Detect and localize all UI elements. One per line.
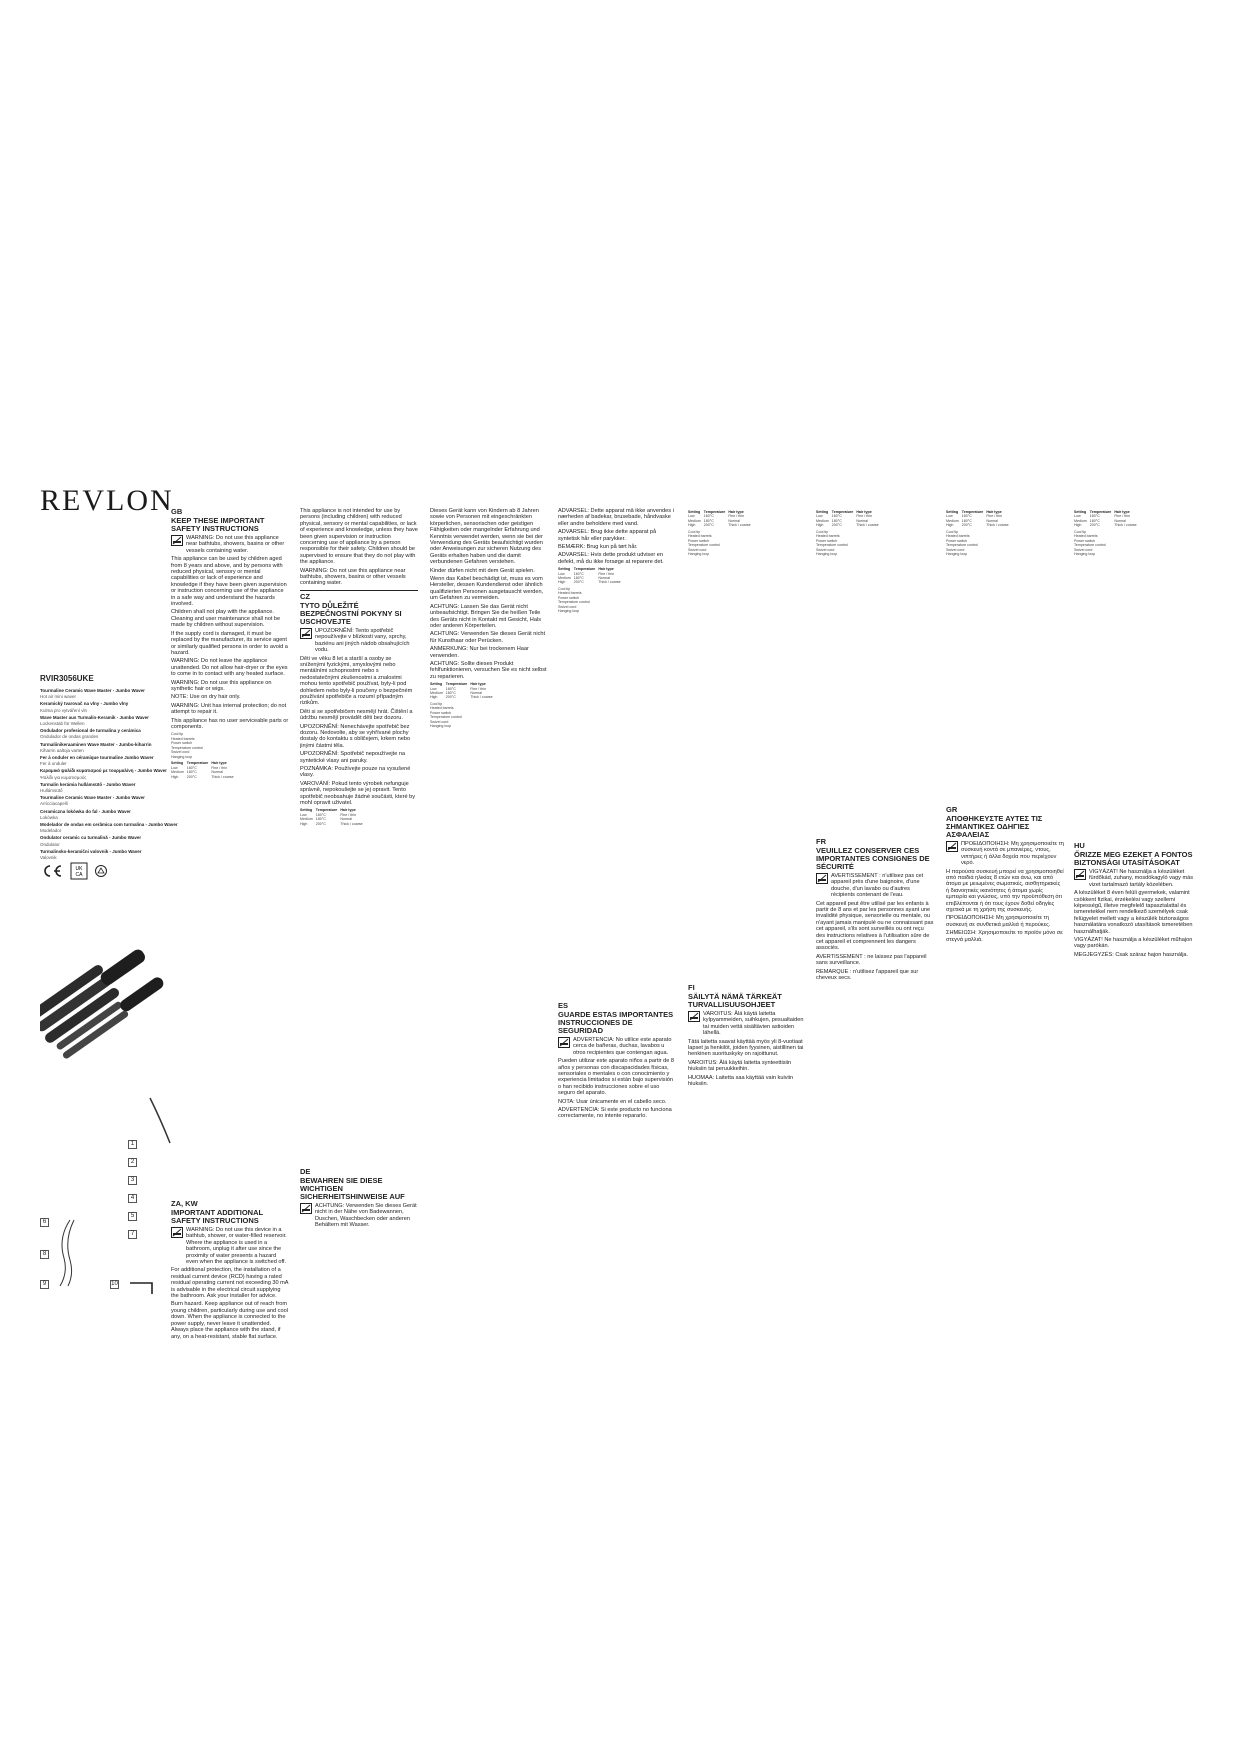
language-code: ZA, KW xyxy=(171,1200,198,1208)
product-subtitle: Hullámsütő xyxy=(40,788,63,794)
temperature-table: Setting Temperature Hair type Low 160°C Fine / thin Medium 180°C Normal High 200°C Thick / coarse xyxy=(946,510,1009,528)
warning-text: UPOZORNĚNÍ: Nenechávejte spotřebič bez dozoru. Nedovolte, aby se vyhřívané plochy dostaly do kontaktu s obličejem, krkem nebo jinými částmi těla. xyxy=(300,723,411,749)
waver-illustration xyxy=(40,948,175,1148)
figure-number: 3 xyxy=(128,1176,137,1185)
product-name: Tourmaline Ceramic Wave Master - Jumbo Waver xyxy=(40,795,145,801)
paragraph: Tätä laitetta saavat käyttää myös yli 8-vuotiaat lapset ja henkilöt, joiden fyysinen, aistillinen tai henkinen suorituskyky on rajoittunut. xyxy=(688,1038,804,1058)
warning-text: WARNING: Do not leave the appliance unattended. Do not allow hair-dryer or the eyes to come in to contact with any heated surface. xyxy=(171,658,288,678)
warning-bath-icon xyxy=(1074,869,1086,880)
warning-text: VIGYÁZAT! Ne használja a készüléket műhajon vagy parókán. xyxy=(1074,937,1193,950)
paragraph: Dieses Gerät kann von Kindern ab 8 Jahren sowie von Personen mit eingeschränkten körperlichen, sensorischen oder geistigen Fähigkeiten oder mangelnder Erfahrung und Kenntnis verwendet werden, wenn sie bei der Verwendung des Geräts beaufsichtigt wurden oder Anweisungen zur sicheren Nutzung des Geräts erhalten haben und die damit verbundenen Gefahren verstehen. xyxy=(430,508,543,566)
product-subtitle: Ondulador de ondas grandes xyxy=(40,734,99,740)
section-title: TYTO DŮLEŽITÉ BEZPEČNOSTNÍ POKYNY SI USCHOVEJTE xyxy=(300,600,402,626)
paragraph: This appliance has no user serviceable parts or components. xyxy=(171,717,289,730)
product-name: Ondulador profesional de turmalina y cerámica xyxy=(40,728,141,734)
language-code: GR xyxy=(946,806,958,814)
parts-list: Cool tip Heated barrels Power switch Temperature control Swivel cord Hanging loop xyxy=(946,529,978,557)
product-name: Κεραμικό ψαλίδι κυματισμού με τουρμαλίνη - Jumbo Waver xyxy=(40,768,167,774)
paragraph: Cet appareil peut être utilisé par les enfants à partir de 8 ans et par les personnes ayant une invalidité physique, sensorielle ou mentale, ou n'ayant jamais manipulé ou ne connaissant pas cet appareil, s'ils sont surveillés ou ont reçu des instructions relatives à l'utilisation sûre de cet appareil et comprennent les dangers associés. xyxy=(816,900,934,952)
note-text: NOTA: Usar únicamente en el cabello seco. xyxy=(558,1098,667,1105)
product-subtitle: Fer à onduler xyxy=(40,761,67,767)
language-code: HU xyxy=(1074,842,1085,850)
section-title: IMPORTANT ADDITIONAL SAFETY INSTRUCTIONS xyxy=(171,1208,263,1225)
note-text: HUOMAA: Laitetta saa käyttää vain kuiviin hiuksiin. xyxy=(688,1074,794,1088)
note-text: ΣΗΜΕΙΩΣΗ: Χρησιμοποιείτε το προϊόν μόνο σε στεγνά μαλλιά. xyxy=(946,930,1063,943)
warning-bath-icon xyxy=(171,1227,183,1238)
column-8 xyxy=(946,508,1064,808)
parts-list: Cool tip Heated barrels Power switch Temperature control Swivel cord Hanging loop xyxy=(688,529,720,557)
certification-badges xyxy=(40,862,108,880)
column-8-gr xyxy=(946,806,1064,1226)
language-code: CZ xyxy=(300,591,310,601)
section-title: ŐRIZZE MEG EZEKET A FONTOS BIZTONSÁGI UTASÍTÁSOKAT xyxy=(1074,850,1193,867)
product-subtitle: Lockenstab für Wellen xyxy=(40,721,85,727)
column-6 xyxy=(688,508,806,978)
product-name: Turmalin kerámia hullámsütő - Jumbo Waver xyxy=(40,781,136,787)
temperature-table: Setting Temperature Hair type Low 160°C Fine / thin Medium 180°C Normal High 200°C Thick / coarse xyxy=(430,682,493,700)
allen-key-illustration xyxy=(128,1280,158,1296)
ukca-mark-icon xyxy=(70,862,88,880)
column-7-fr xyxy=(816,838,934,1338)
paragraph: Burn hazard. Keep appliance out of reach from young children, particularly during use and cool down. When the appliance is connected to the power supply, never leave it unattended. Always place the appliance with the stand, if any, on a heat-resistant, stable flat surface. xyxy=(171,1301,288,1340)
column-6-fi xyxy=(688,984,806,1324)
column-7 xyxy=(816,508,934,838)
section-title: GUARDE ESTAS IMPORTANTES INSTRUCCIONES DE SEGURIDAD xyxy=(558,1010,674,1035)
paragraph: For additional protection, the installation of a residual current device (RCD) having a rated residual operating current not exceeding 30 mA is advisable in the electrical circuit supplying the bathroom. Ask your installer for advice. xyxy=(171,1267,289,1300)
product-name: Tourmaline Ceramic Wave Master - Jumbo Waver xyxy=(40,688,145,693)
product-name: Modelador de ondas em cerâmica com turmalina - Jumbo Waver xyxy=(40,822,178,828)
svg-text:CA: CA xyxy=(75,872,83,878)
model-number: RVIR3056UKE xyxy=(40,674,94,683)
warning-bath-icon xyxy=(816,873,828,884)
note-text: MEGJEGYZÉS: Csak száraz hajon használja. xyxy=(1074,951,1189,958)
warning-text: ADVARSEL: Dette apparat må ikke anvendes i nærheden af badekar, brusebade, håndvaske eller andre beholdere med vand. xyxy=(558,508,674,527)
paragraph: This appliance is not intended for use by persons (including children) with reduced physical, sensory or mental capabilities, or lack of experience and knowledge, unless they have been given supervision or instruction concerning use of appliance by a person responsible for their safety. Children should be supervised to ensure that they do not play with the appliance. xyxy=(300,508,418,566)
product-subtitle: Ondulator xyxy=(40,841,60,847)
warning-text: VAROITUS: Älä käytä laitetta kylpyammeiden, suihkujen, pesualtaiden tai muiden vettä sisältävien astioiden lähellä. xyxy=(703,1011,804,1037)
column-3-de xyxy=(300,1168,418,1228)
product-subtitle: Hot air mini waver xyxy=(40,694,77,700)
warning-text: ACHTUNG: Lassen Sie das Gerät nicht unbeaufsichtigt. Bringen Sie die heißen Teile des Geräts nicht in Kontakt mit Gesicht, Hals oder anderen Körperteilen. xyxy=(430,603,541,629)
figure-number: 7 xyxy=(128,1230,137,1239)
language-code: DE xyxy=(300,1168,311,1176)
parts-list: Cool tip Heated barrels Power switch Temperature control Swivel cord Hanging loop xyxy=(816,529,848,557)
column-9-hu xyxy=(1074,842,1198,1202)
column-5-es xyxy=(558,1002,676,1342)
column-gb xyxy=(171,508,289,988)
figure-number: 8 xyxy=(40,1250,49,1259)
temperature-table: Setting Temperature Hair type Low 160°C Fine / thin Medium 180°C Normal High 200°C Thick / coarse xyxy=(558,567,621,585)
note-text: BEMÆRK: Brug kun på tørt hår. xyxy=(558,544,638,551)
product-subtitle: Valovnik xyxy=(40,855,57,861)
paragraph: A készüléket 8 éven felüli gyermekek, valamint csökkent fizikai, érzékelési vagy szellemi képességű, illetve megfelelő tapasztalattal és ismeretekkel nem rendelkező személyek csak felügyelet mellett vagy a készülék biztonságos használatára vonatkozó utasítások ismeretében használhatják. xyxy=(1074,890,1193,935)
warning-text: ACHTUNG: Verwenden Sie dieses Gerät nicht für Kunsthaar oder Perücken. xyxy=(430,631,546,644)
parts-list: Cool tip Heated barrels Power switch Temperature control Swivel cord Hanging loop xyxy=(430,701,462,729)
recycle-icon xyxy=(94,864,108,878)
column-9 xyxy=(1074,508,1198,808)
temperature-table: Setting Temperature Hair type Low 160°C Fine / thin Medium 180°C Normal High 200°C Thick / coarse xyxy=(688,510,751,528)
product-name: Wave Master aus Turmalin-Keramik - Jumbo Waver xyxy=(40,714,149,720)
warning-bath-icon xyxy=(946,841,958,852)
warning-text: ADVERTENCIA: Si este producto no funciona correctamente, no intente repararlo. xyxy=(558,1107,672,1120)
svg-text:UK: UK xyxy=(75,866,83,872)
column-5 xyxy=(558,508,676,978)
warning-text: ADVERTENCIA: No utilice este aparato cerca de bañeras, duchas, lavabos u otros recipientes que contengan agua. xyxy=(573,1037,672,1056)
warning-text: ΠΡΟΕΙΔΟΠΟΙΗΣΗ: Μη χρησιμοποιείτε τη συσκευή σε συνθετικά μαλλιά ή περούκες. xyxy=(946,915,1051,928)
product-name: Fer à onduler en céramique tourmaline Jumbo Waver xyxy=(40,755,154,761)
paragraph: This appliance can be used by children aged from 8 years and above, and by persons with reduced physical, sensory or mental capabilities or lack of experience and knowledge if they have been given supervision or instruction concerning use of the appliance in a safe way and understand the hazards involved. xyxy=(171,556,287,608)
product-name: Keramický tvarovač na vlny - Jumbo vlny xyxy=(40,701,129,707)
figure-number: 5 xyxy=(128,1212,137,1221)
figure-number: 4 xyxy=(128,1194,137,1203)
figure-number: 9 xyxy=(40,1280,49,1289)
product-list xyxy=(40,688,190,862)
warning-bath-icon xyxy=(688,1011,700,1022)
product-name: Turmaliinikeraaminen Wave Master - Jumbo-kiharrin xyxy=(40,741,152,747)
column-4 xyxy=(430,508,548,1328)
product-name: Ceramiczna lokówka do fal - Jumbo Waver xyxy=(40,808,131,814)
warning-text: UPOZORNĚNÍ: Tento spotřebič nepoužívejte v blízkosti vany, sprchy, baziénu ani jiných nádob obsahujících vodu. xyxy=(315,627,410,654)
warning-text: WARNING: Do not use this device in a bathtub, shower, or water-filled reservoir. Where the appliance is used in a bathroom, unplug it after use since the proximity of water presents a hazard even when the appliance is switched off. xyxy=(186,1227,287,1266)
product-subtitle: Kiharrin aaltoja varten xyxy=(40,747,84,753)
paragraph: Children shall not play with the appliance. Cleaning and user maintenance shall not be made by children without supervision. xyxy=(171,609,281,629)
warning-text: VIGYÁZAT! Ne használja a készüléket fürdőkád, zuhany, mosdókagyló vagy más vizet tartalmazó tartály közelében. xyxy=(1089,869,1194,888)
warning-text: ACHTUNG: Sollte dieses Produkt fehlfunktionieren, versuchen Sie es nicht selbst zu reparieren. xyxy=(430,660,547,680)
language-code: GB xyxy=(171,508,183,516)
parts-list: Cool tip Heated barrels Power switch Temperature control Swivel cord Hanging loop xyxy=(1074,529,1106,557)
warning-text: WARNING: Do not use this appliance on synthetic hair or wigs. xyxy=(171,679,272,692)
paragraph: Děti ve věku 8 let a starší a osoby se sníženými fyzickými, smyslovými nebo mentálními schopnostmi nebo s nedostatečnými zkušenostmi a znalostmi mohou tento spotřebič používat, byly-li pod dohledem nebo byly-li poučeny o bezpečném používání spotřebiče a rozumí případným rizikům. xyxy=(300,655,413,707)
section-title: VEUILLEZ CONSERVER CES IMPORTANTES CONSIGNES DE SÉCURITÉ xyxy=(816,846,930,871)
temperature-table: Setting Temperature Hair type Low 160°C Fine / thin Medium 180°C Normal High 200°C Thick / coarse xyxy=(1074,510,1137,528)
paragraph: Kinder dürfen nicht mit dem Gerät spielen. xyxy=(430,567,535,574)
section-title: SÄILYTÄ NÄMÄ TÄRKEÄT TURVALLISUUSOHJEET xyxy=(688,992,782,1009)
note-text: NOTE: Use on dry hair only. xyxy=(171,694,241,701)
language-code: FR xyxy=(816,838,826,846)
product-name: Turmalinsko-keramični valovnik - Jumbo Waver xyxy=(40,848,142,854)
warning-text: AVERTISSEMENT : n'utilisez pas cet appareil près d'une baignoire, d'une douche, d'un lavabo ou d'autres récipients contenant de l'eau. xyxy=(831,873,924,899)
paragraph: Wenn das Kabel beschädigt ist, muss es vom Hersteller, dessen Kundendienst oder ähnlich qualifizierten Personen ausgetauscht werden, um Gefahren zu vermeiden. xyxy=(430,576,544,602)
figure-number: 6 xyxy=(40,1218,49,1227)
warning-text: ADVARSEL: Brug ikke dette apparat på syntetisk hår eller parykker. xyxy=(558,529,657,542)
temperature-table: Setting Temperature Hair type Low 160°C Fine / thin Medium 180°C Normal High 200°C Thick / coarse xyxy=(171,761,234,779)
column-gb-additional xyxy=(171,1200,289,1360)
warning-bath-icon xyxy=(171,535,183,546)
temperature-table: Setting Temperature Hair type Low 160°C Fine / thin Medium 180°C Normal High 200°C Thick / coarse xyxy=(300,808,363,826)
paragraph: If the supply cord is damaged, it must be replaced by the manufacturer, its service agent or similarly qualified persons in order to avoid a hazard. xyxy=(171,630,288,656)
warning-text: ACHTUNG: Verwenden Sie dieses Gerät nicht in der Nähe von Badewannen, Duschen, Waschbecken oder anderen Behältern mit Wasser. xyxy=(315,1203,417,1228)
product-name: Ondulator ceramic cu turmalină - Jumbo Waver xyxy=(40,835,142,841)
warning-bath-icon xyxy=(300,628,312,639)
parts-list: Cool tip Heated barrels Power switch Temperature control Swivel cord Hanging loop xyxy=(558,586,590,614)
ce-mark-icon xyxy=(40,864,64,878)
figure-panel xyxy=(40,1140,175,1300)
figure-number: 10 xyxy=(111,1281,118,1287)
warning-text: VAROVÁNÍ: Pokud tento výrobek nefunguje správně, nepokoušejte se jej opravit. Tento spotřebič neobsahuje žádné součásti, které by mohl opravit uživatel. xyxy=(300,780,416,807)
temperature-table: Setting Temperature Hair type Low 160°C Fine / thin Medium 180°C Normal High 200°C Thick / coarse xyxy=(816,510,879,528)
hair-section-illustration xyxy=(50,1218,90,1288)
warning-text: AVERTISSEMENT : ne laissez pas l'appareil sans surveillance. xyxy=(816,953,927,967)
figure-number: 2 xyxy=(128,1158,137,1167)
paragraph: Děti si se spotřebičem nesmějí hrát. Čištění a údržbu nesmějí provádět děti bez dozoru. xyxy=(300,708,413,722)
warning-text: WARNING: Do not use this appliance near bathtubs, showers, basins or other vessels containing water. xyxy=(300,567,406,587)
warning-bath-icon xyxy=(558,1037,570,1048)
note-text: ANMERKUNG: Nur bei trockenem Haar verwenden. xyxy=(430,646,529,659)
paragraph: Pueden utilizar este aparato niños a partir de 8 años y personas con discapacidades físicas, sensoriales o mentales o con conocimiento y experiencia limitados si están bajo supervisión o han recibido instrucciones sobre el uso seguro del aparato. xyxy=(558,1058,674,1097)
product-subtitle: Ψαλίδι για κυματισμούς xyxy=(40,774,87,780)
product-subtitle: Kulma pro vytváření vln xyxy=(40,707,88,713)
section-title: KEEP THESE IMPORTANT SAFETY INSTRUCTIONS xyxy=(171,516,265,533)
language-code: ES xyxy=(558,1002,569,1010)
warning-text: VAROITUS: Älä käytä laitetta synteettisiin hiuksiin tai peruukkeihin. xyxy=(688,1059,792,1073)
paragraph: Η παρούσα συσκευή μπορεί να χρησιμοποιηθεί από παιδιά ηλικίας 8 ετών και άνω, και από άτομα με μειωμένες σωματικές, αισθητηριακές ή διανοητικές ικανότητες ή άτομα χωρίς εμπειρία και γνώσεις, υπό την προϋπόθεση ότι επιβλέπονται ή ότι τους έχουν δοθεί οδηγίες σχετικά με τη χρήση της συσκευής. xyxy=(946,868,1064,914)
product-subtitle: Lokówka xyxy=(40,814,58,820)
warning-text: WARNING: Do not use this appliance near bathtubs, showers, basins or other vessels containing water. xyxy=(186,535,285,554)
note-text: REMARQUE : n'utilisez l'appareil que sur cheveux secs. xyxy=(816,968,919,982)
warning-text: UPOZORNĚNÍ: Spotřebič nepoužívejte na syntetické vlasy ani paruky. xyxy=(300,751,406,764)
warning-text: ADVARSEL: Hvis dette produkt udviser en defekt, må du ikke forsøge at reparere det. xyxy=(558,552,664,565)
section-title: BEWAHREN SIE DIESE WICHTIGEN SICHERHEITSHINWEISE AUF xyxy=(300,1176,405,1201)
parts-list: Cool tip Heated barrels Power switch Temperature control Swivel cord Hanging loop xyxy=(171,732,203,759)
product-subtitle: Modelador xyxy=(40,828,62,834)
product-subtitle: Arricciacapelli xyxy=(40,801,68,807)
warning-text: WARNING: Unit has internal protection; do not attempt to repair it. xyxy=(171,702,287,716)
figure-number: 1 xyxy=(128,1140,137,1149)
language-code: FI xyxy=(688,984,695,992)
warning-bath-icon xyxy=(300,1203,312,1214)
brand-logo: REVLON xyxy=(40,484,174,517)
section-title: ΑΠΟΘΗΚΕΥΣΤΕ ΑΥΤΕΣ ΤΙΣ ΣΗΜΑΝΤΙΚΕΣ ΟΔΗΓΙΕΣ ΑΣΦΑΛΕΙΑΣ xyxy=(946,814,1043,839)
warning-text: ΠΡΟΕΙΔΟΠΟΙΗΣΗ: Μη χρησιμοποιείτε τη συσκευή κοντά σε μπανιέρες, ντους, νιπτήρες ή άλλα δοχεία που περιέχουν νερό. xyxy=(961,841,1064,867)
note-text: POZNÁMKA: Používejte pouze na vysušené vlasy. xyxy=(300,766,411,779)
